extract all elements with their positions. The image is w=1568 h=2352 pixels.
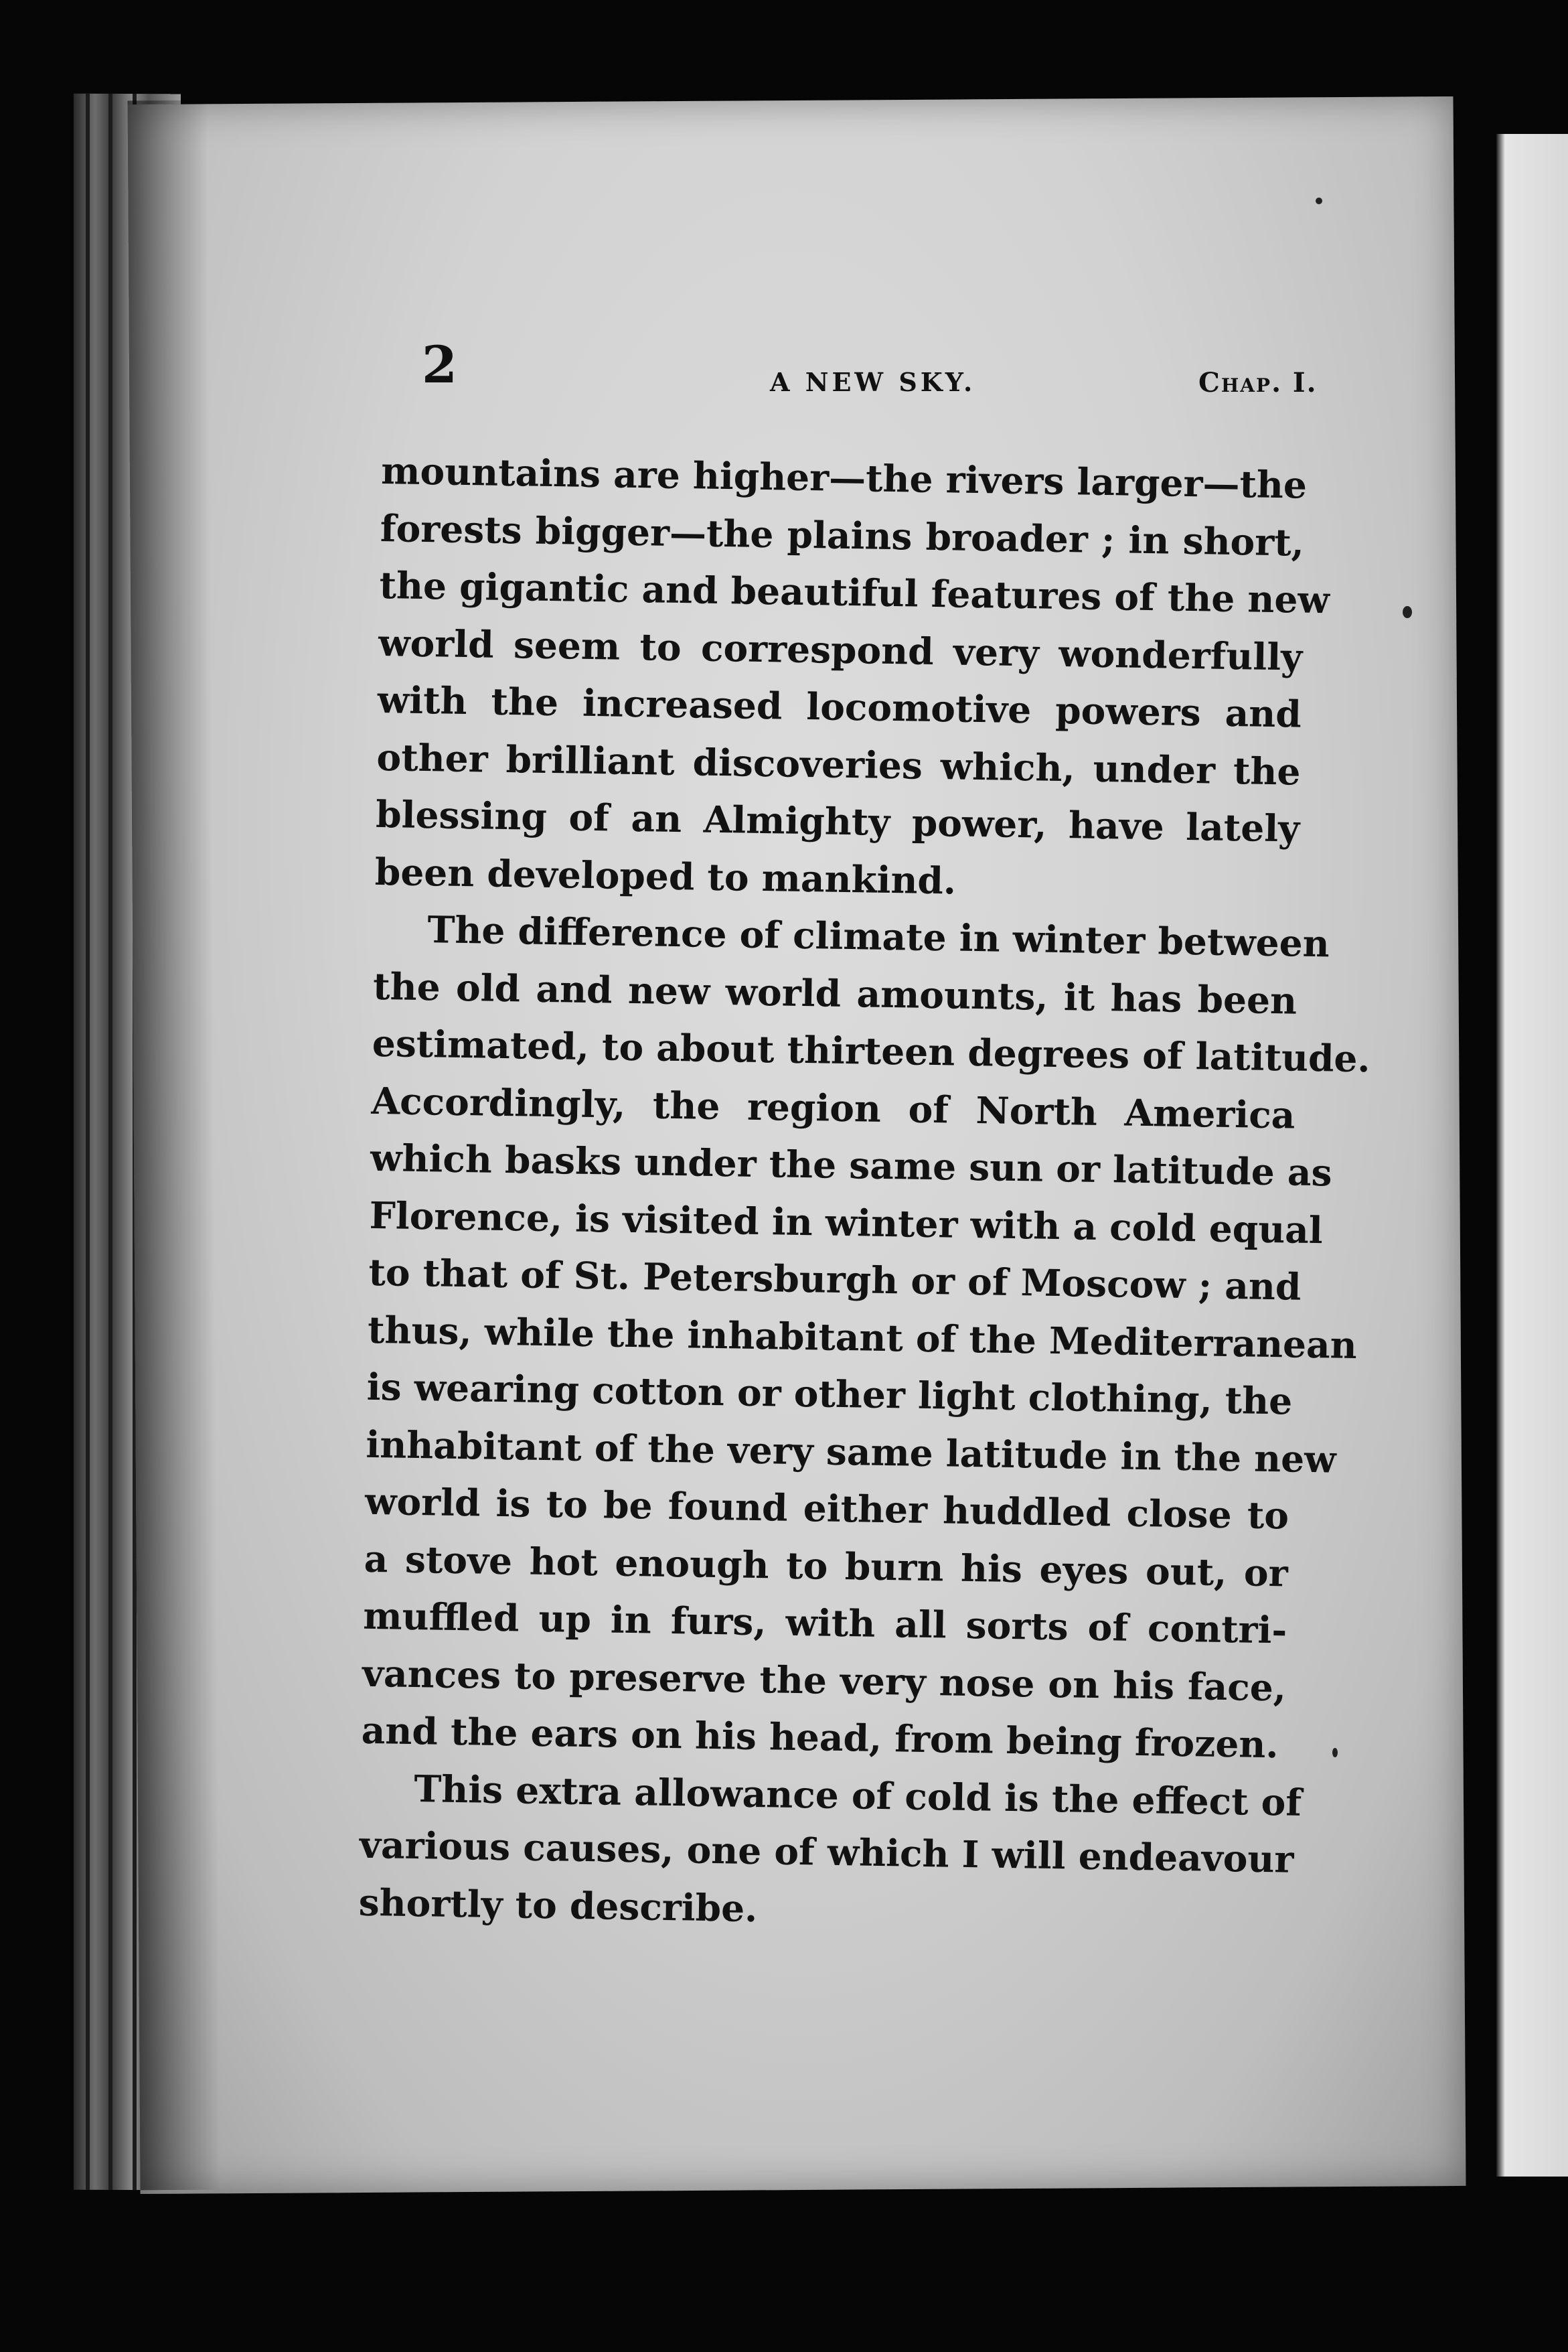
text-line: which basks under the same sun or latitude as bbox=[370, 1135, 1333, 1195]
text-line: thus, while the inhabitant of the Mediterranean bbox=[367, 1307, 1358, 1367]
running-title: A NEW SKY. bbox=[770, 367, 976, 397]
text-line: The difference of climate in winter between bbox=[427, 907, 1330, 966]
text-line: blessing of an Almighty power, have lately bbox=[375, 792, 1300, 851]
paper-speck bbox=[1403, 606, 1412, 618]
text-line: muffled up in furs, with all sorts of contri- bbox=[362, 1593, 1287, 1652]
page-number: 2 bbox=[422, 335, 457, 394]
text-line: and the ears on his head, from being frozen. bbox=[361, 1708, 1279, 1767]
text-line: shortly to describe. bbox=[358, 1880, 758, 1930]
paragraph bbox=[358, 1759, 1302, 1945]
paragraph bbox=[361, 900, 1371, 1773]
chapter-label: Chap. I. bbox=[1198, 367, 1318, 398]
text-line: the gigantic and beautiful features of the new bbox=[379, 563, 1330, 622]
text-line: mountains are higher—the rivers larger—the bbox=[380, 448, 1308, 507]
text-line: a stove hot enough to burn his eyes out, or bbox=[364, 1536, 1289, 1595]
gutter-shadow bbox=[127, 100, 220, 2191]
text-line: vances to preserve the very nose on his face, bbox=[362, 1651, 1287, 1709]
paper-speck bbox=[1332, 1748, 1338, 1757]
text-line: other brilliant discoveries which, under the bbox=[376, 735, 1301, 794]
paragraph bbox=[374, 442, 1330, 915]
text-line: to that of St. Petersburgh or of Moscow ; and bbox=[368, 1250, 1302, 1309]
text-line: inhabitant of the very same latitude in the new bbox=[365, 1422, 1336, 1481]
text-line: various causes, one of which I will endeavour bbox=[359, 1822, 1294, 1881]
text-line: is wearing cotton or other light clothing, the bbox=[366, 1364, 1293, 1423]
text-line: estimated, to about thirteen degrees of latitude. bbox=[372, 1021, 1371, 1081]
page-edge-line bbox=[86, 94, 90, 2190]
text-line: the old and new world amounts, it has been bbox=[372, 964, 1298, 1023]
text-line: This extra allowance of cold is the effect of bbox=[413, 1766, 1302, 1824]
text-line: with the increased locomotive powers and bbox=[377, 677, 1302, 736]
body-text bbox=[358, 442, 1371, 1945]
text-line: world is to be found either huddled close to bbox=[364, 1479, 1289, 1538]
text-line: Accordingly, the region of North America bbox=[371, 1078, 1296, 1137]
text-line: Florence, is visited in winter with a cold equal bbox=[369, 1193, 1324, 1252]
facing-page-sliver bbox=[1496, 134, 1568, 2177]
paper-speck bbox=[1316, 198, 1322, 204]
page-edge-line bbox=[108, 94, 112, 2190]
text-line: forests bigger—the plains broader ; in short, bbox=[380, 506, 1305, 565]
text-line: world seem to correspond very wonderfully bbox=[378, 620, 1303, 679]
text-line: been developed to mankind. bbox=[374, 849, 957, 903]
